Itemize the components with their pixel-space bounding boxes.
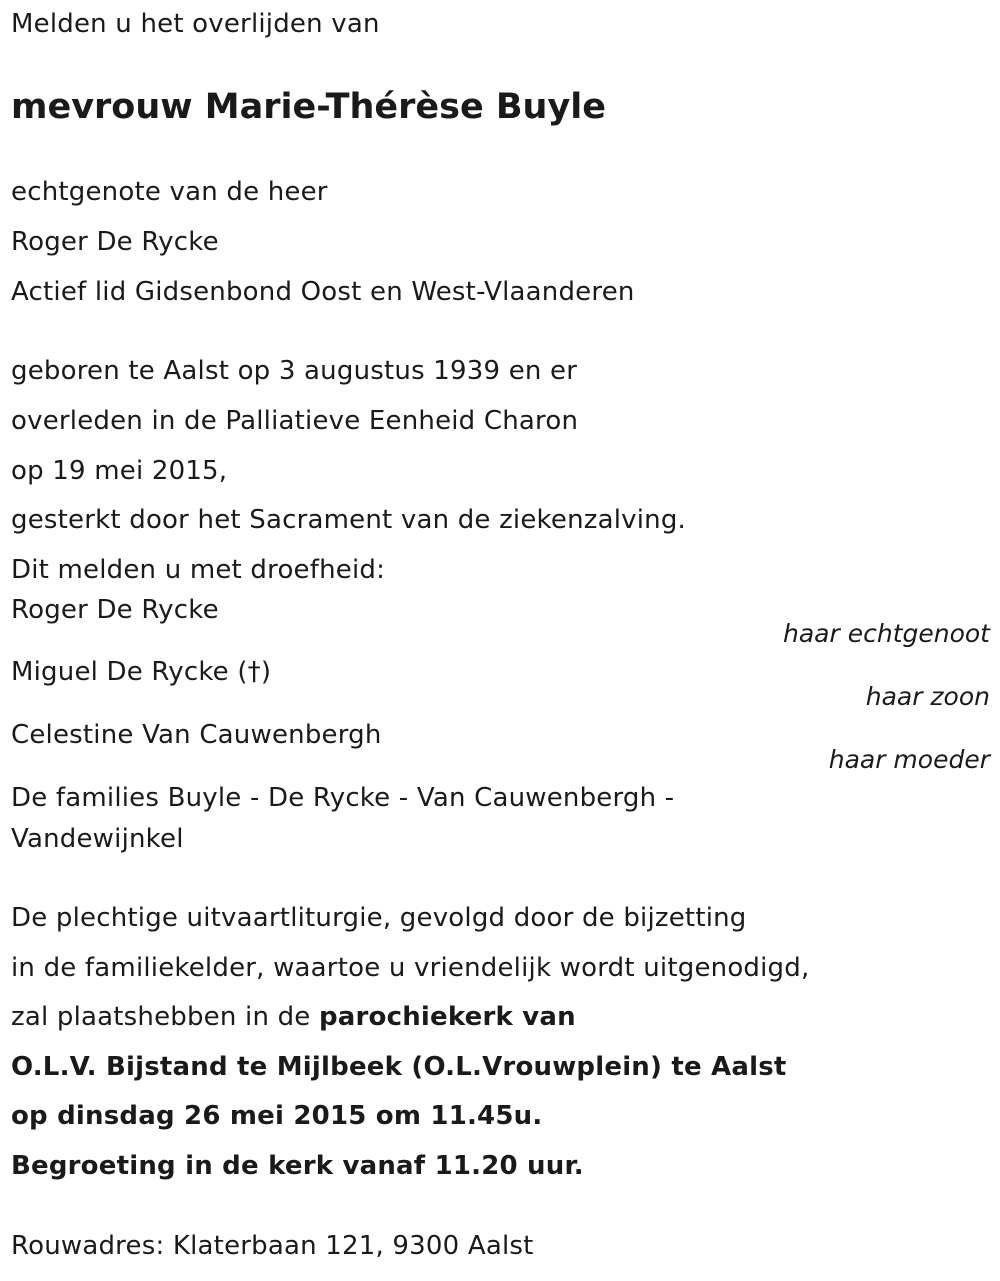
families-text: Vandewijnkel: [11, 824, 184, 854]
mourning-address: Rouwadres: Klaterbaan 121, 9300 Aalst: [11, 1231, 534, 1261]
mourner-role: haar echtgenoot: [783, 619, 990, 648]
funeral-datetime: op dinsdag 26 mei 2015 om 11.45u.: [11, 1101, 543, 1131]
church-location: O.L.V. Bijstand te Mijlbeek (O.L.Vrouwplein) te Aalst: [11, 1052, 787, 1082]
mourner-name: Roger De Rycke: [11, 595, 219, 625]
mourner-role: haar zoon: [865, 682, 990, 711]
funeral-text-regular: zal plaatshebben in de: [11, 1002, 319, 1032]
families-text: De families Buyle - De Rycke - Van Cauwenbergh -: [11, 783, 675, 813]
spouse-intro: echtgenote van de heer: [11, 177, 328, 207]
mourner-role: haar moeder: [828, 745, 990, 774]
condolence-time: Begroeting in de kerk vanaf 11.20 uur.: [11, 1151, 584, 1181]
spouse-name: Roger De Rycke: [11, 227, 219, 257]
membership-text: Actief lid Gidsenbond Oost en West-Vlaanderen: [11, 277, 635, 307]
funeral-text: in de familiekelder, waartoe u vriendelijk wordt uitgenodigd,: [11, 953, 810, 983]
deceased-name: mevrouw Marie-Thérèse Buyle: [11, 87, 607, 127]
birth-text: geboren te Aalst op 3 augustus 1939 en er: [11, 356, 578, 386]
mourner-name: Miguel De Rycke (†): [11, 657, 272, 687]
church-label: parochiekerk van: [318, 1002, 576, 1032]
intro-text: Melden u het overlijden van: [11, 9, 380, 39]
funeral-text: [11, 1001, 576, 1033]
mourner-name: Celestine Van Cauwenbergh: [11, 720, 382, 750]
death-date-text: op 19 mei 2015,: [11, 456, 228, 486]
mourners-intro: Dit melden u met droefheid:: [11, 555, 386, 585]
sacrament-text: gesterkt door het Sacrament van de ziekenzalving.: [11, 505, 687, 535]
death-place-text: overleden in de Palliatieve Eenheid Charon: [11, 406, 579, 436]
funeral-text: De plechtige uitvaartliturgie, gevolgd door de bijzetting: [11, 903, 747, 933]
